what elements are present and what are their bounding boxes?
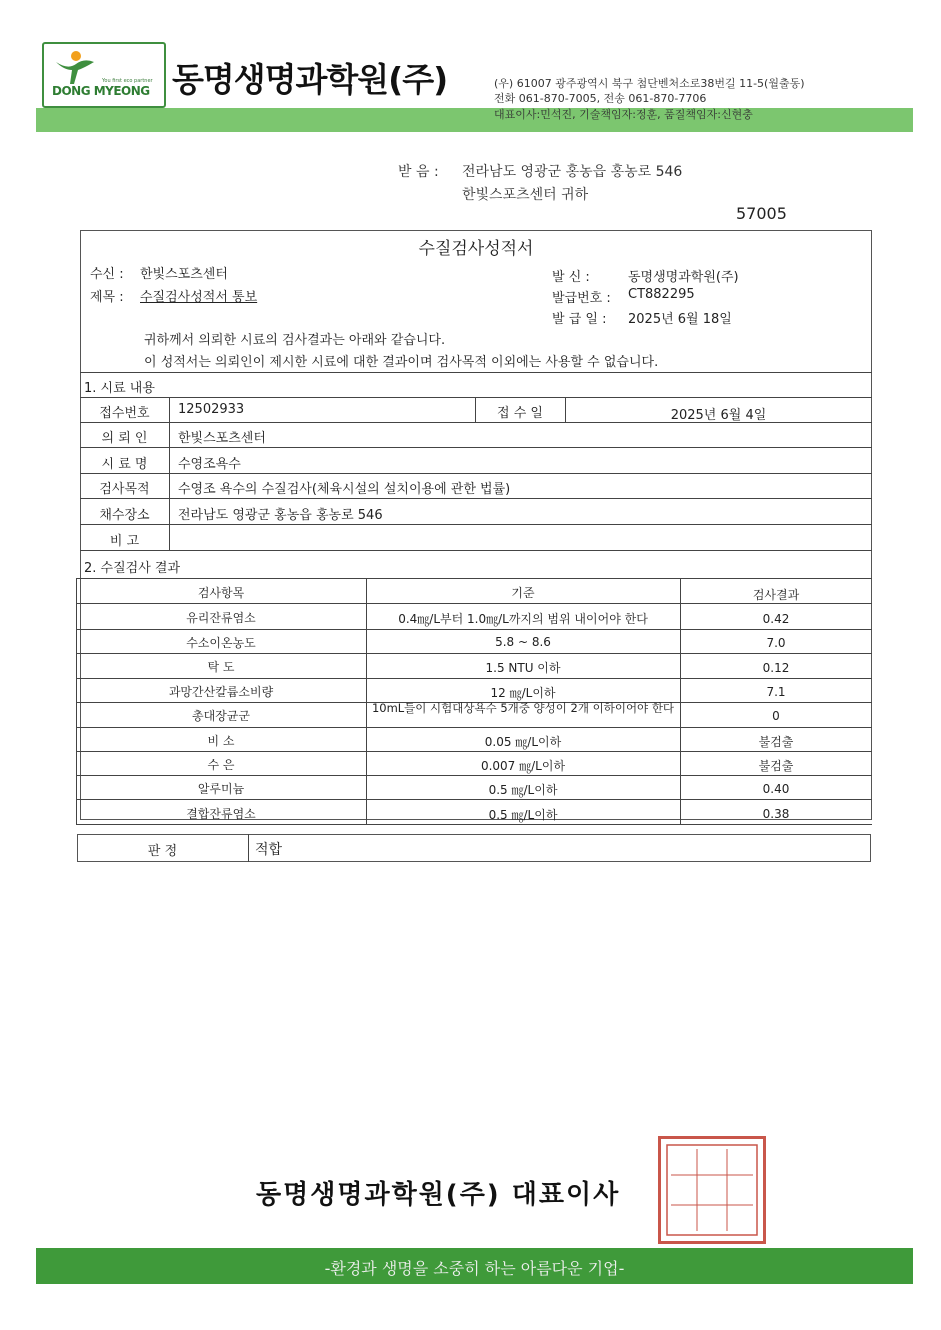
row-result: 0.38 (762, 807, 790, 821)
divider (76, 653, 872, 654)
header-item: 검사항목 (197, 586, 245, 600)
judgement-label: 판 정 (147, 844, 178, 859)
report-title: 수질검사성적서 (418, 239, 534, 259)
row-standard: 5.8 ~ 8.6 (495, 635, 551, 649)
subject-value: 수질검사성적서 통보 (140, 290, 258, 305)
divider (80, 524, 872, 525)
seal-pattern-icon (661, 1139, 763, 1241)
row-standard: 12 ㎎/L이하 (490, 686, 556, 700)
row-result: 7.1 (766, 685, 786, 699)
row-item: 과망간산칼륨소비량 (168, 685, 274, 699)
row-result: 불검출 (758, 735, 794, 749)
row-result: 0.42 (762, 612, 790, 626)
receiver-name: 한빛스포츠센터 귀하 (462, 187, 589, 203)
company-seal-stamp (658, 1136, 766, 1244)
divider (76, 824, 872, 825)
company-name: 동명생명과학원(주) (172, 60, 448, 99)
divider (76, 603, 872, 604)
divider (76, 629, 872, 630)
logo-tagline: You first eco partner (102, 78, 153, 84)
company-people: 대표이사:민석진, 기술책임자:정훈, 품질책임자:신현충 (494, 108, 753, 121)
row-standard: 0.5 ㎎/L이하 (488, 808, 558, 822)
row-standard: 0.4㎎/L부터 1.0㎎/L까지의 범위 내이어야 한다 (398, 612, 648, 626)
company-logo (42, 42, 166, 108)
row-result: 0.40 (762, 782, 790, 796)
logo-wordmark: DONG MYEONG (52, 84, 150, 98)
receipt-date-label: 접 수 일 (497, 406, 543, 421)
document-number: 57005 (736, 204, 787, 223)
issue-date-value: 2025년 6월 18일 (628, 312, 732, 327)
divider (80, 550, 872, 551)
from-label: 발 신 : (552, 270, 590, 285)
client-label: 의 뢰 인 (101, 431, 148, 446)
divider (169, 397, 170, 550)
location-label: 채수장소 (99, 508, 150, 523)
divider (76, 751, 872, 752)
section1-title: 1. 시료 내용 (84, 381, 155, 396)
intro-line-2: 이 성적서는 의뢰인이 제시한 시료에 대한 결과이며 검사목적 이외에는 사용할 수 없습니다. (144, 355, 659, 370)
divider (76, 775, 872, 776)
divider (80, 498, 872, 499)
row-item: 결합잔류염소 (186, 807, 256, 821)
row-result: 불검출 (758, 759, 794, 773)
divider (248, 834, 249, 862)
receipt-date-value: 2025년 6월 4일 (670, 408, 767, 423)
row-result: 0 (772, 709, 780, 723)
row-standard: 0.05 ㎎/L이하 (484, 735, 562, 749)
sample-value: 수영조욕수 (178, 457, 241, 472)
remarks-label: 비 고 (109, 534, 140, 549)
from-value: 동명생명과학원(주) (628, 270, 739, 285)
subject-label: 제목 : (90, 290, 124, 305)
receiver-label: 받 음 : (398, 164, 439, 180)
signatory-name: 동명생명과학원(주) 대표이사 (256, 1180, 621, 1210)
row-item: 유리잔류염소 (186, 611, 256, 625)
header-result: 검사결과 (752, 588, 800, 602)
row-item: 수소이온농도 (186, 636, 256, 650)
receipt-no-label: 접수번호 (99, 406, 150, 421)
leaf-person-icon (50, 48, 100, 86)
divider (80, 447, 872, 448)
header-green-bar (36, 108, 913, 132)
divider (76, 578, 872, 579)
row-item: 알루미늄 (197, 782, 245, 796)
divider (76, 727, 872, 728)
divider (76, 799, 872, 800)
judgement-value: 적합 (255, 842, 283, 858)
purpose-label: 검사목적 (99, 482, 150, 497)
divider (80, 372, 872, 373)
receiver-address: 전라남도 영광군 홍농읍 홍농로 546 (462, 164, 683, 180)
location-value: 전라남도 영광군 홍농읍 홍농로 546 (178, 508, 383, 523)
divider (80, 473, 872, 474)
header-standard: 기준 (511, 586, 535, 600)
issue-no-label: 발급번호 : (552, 291, 611, 306)
row-result: 0.12 (762, 661, 790, 675)
issue-date-label: 발 급 일 : (552, 312, 607, 327)
section2-title: 2. 수질검사 결과 (84, 561, 181, 576)
purpose-value: 수영조 욕수의 수질검사(체육시설의 설치이용에 관한 법률) (178, 482, 511, 497)
row-standard: 0.5 ㎎/L이하 (488, 783, 558, 797)
to-value: 한빛스포츠센터 (140, 267, 228, 282)
row-item: 수 은 (207, 758, 235, 772)
row-item: 탁 도 (207, 660, 235, 674)
row-result: 7.0 (766, 636, 786, 650)
company-address: (우) 61007 광주광역시 북구 첨단벤처소로38번길 11-5(월출동) (494, 77, 805, 90)
row-standard: 1.5 NTU 이하 (485, 661, 561, 675)
company-slogan: -환경과 생명을 소중히 하는 아름다운 기업- (324, 1259, 625, 1278)
to-label: 수신 : (90, 267, 124, 282)
divider (76, 678, 872, 679)
row-standard: 10mL들이 시험대상욕수 5개중 양성이 2개 이하이어야 한다 (371, 701, 675, 715)
row-item: 총대장균군 (192, 709, 250, 723)
issue-no-value: CT882295 (628, 287, 695, 302)
sample-label: 시 료 명 (101, 457, 148, 472)
client-value: 한빛스포츠센터 (178, 431, 266, 446)
divider (80, 397, 872, 398)
intro-line-1: 귀하께서 의뢰한 시료의 검사결과는 아래와 같습니다. (144, 333, 446, 348)
company-phone: 전화 061-870-7005, 전송 061-870-7706 (494, 92, 707, 105)
row-item: 비 소 (207, 734, 235, 748)
row-standard: 0.007 ㎎/L이하 (480, 759, 566, 773)
receipt-no-value: 12502933 (178, 402, 245, 417)
